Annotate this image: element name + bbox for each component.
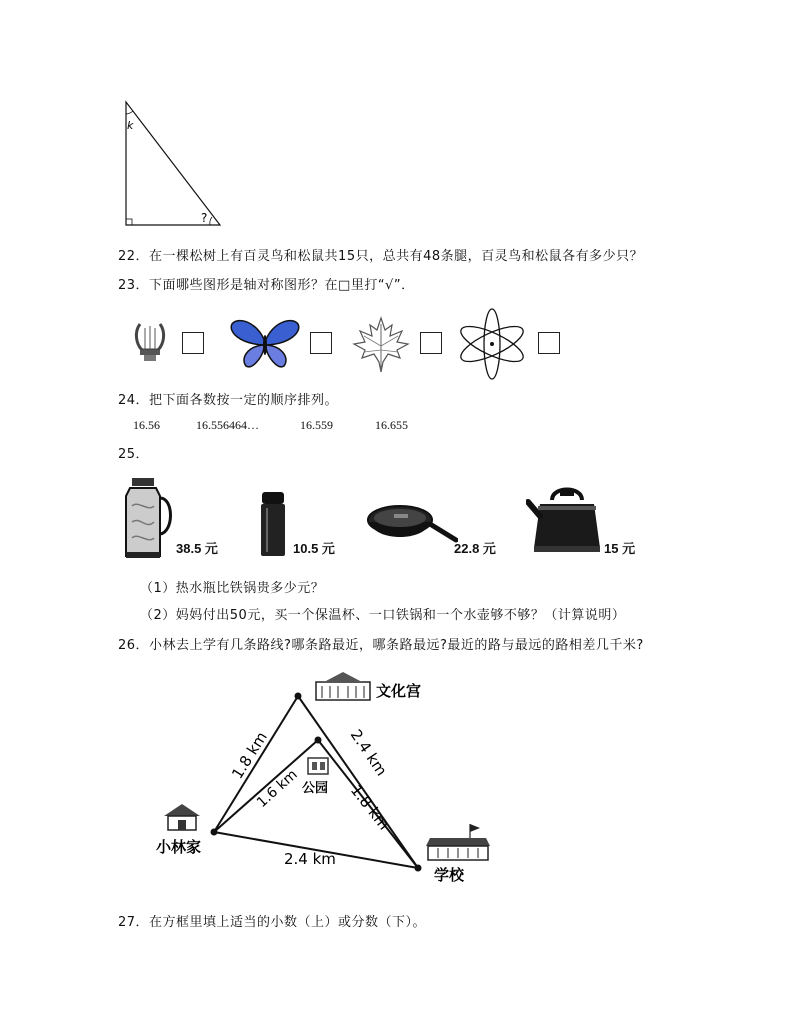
palace-building-icon xyxy=(316,672,370,700)
question-25-sub1: （1）热水瓶比铁锅贵多少元？ xyxy=(140,581,325,596)
number-1: 16.56 xyxy=(133,418,160,432)
cup-price: 10.5 元 xyxy=(293,541,335,556)
distance-park-school: 1.8 km xyxy=(346,781,393,834)
angle-unknown-label: ? xyxy=(201,211,208,225)
distance-home-palace: 1.8 km xyxy=(228,728,271,783)
angle-k-label: k xyxy=(127,119,134,132)
number-3: 16.559 xyxy=(300,418,333,432)
distance-home-park: 1.6 km xyxy=(253,766,301,811)
thermos-price: 38.5 元 xyxy=(176,541,218,556)
insulated-cup-icon xyxy=(258,490,288,558)
park-gate-icon xyxy=(308,758,328,774)
lyre-icon xyxy=(132,318,168,364)
question-24: 24．把下面各数按一定的顺序排列。 xyxy=(118,393,339,408)
checkbox-maple-leaf[interactable] xyxy=(420,332,442,354)
butterfly-icon xyxy=(230,318,300,370)
label-park: 公园 xyxy=(302,781,329,796)
question-27: 27．在方框里填上适当的小数（上）或分数（下）。 xyxy=(118,915,427,930)
question-23: 23．下面哪些图形是轴对称图形？在□里打“√”． xyxy=(118,278,415,293)
house-icon xyxy=(164,804,200,830)
right-triangle-figure xyxy=(118,96,228,231)
label-home: 小林家 xyxy=(156,838,202,856)
question-22: 22．在一棵松树上有百灵鸟和松鼠共15只，总共有48条腿，百灵鸟和松鼠各有多少只？ xyxy=(118,249,644,264)
kettle-icon xyxy=(526,482,606,554)
label-palace: 文化宫 xyxy=(376,682,422,700)
number-4: 16.655 xyxy=(375,418,408,432)
maple-leaf-icon xyxy=(352,316,410,372)
kettle-price: 15 元 xyxy=(604,541,636,556)
checkbox-lyre[interactable] xyxy=(182,332,204,354)
distance-palace-school: 2.4 km xyxy=(346,726,391,780)
checkbox-butterfly[interactable] xyxy=(310,332,332,354)
thermos-bottle-icon xyxy=(122,476,178,562)
school-building-icon xyxy=(426,824,490,860)
atom-icon xyxy=(456,306,528,382)
question-26: 26．小林去上学有几条路线?哪条路最近，哪条路最远?最近的路与最远的路相差几千米? xyxy=(118,638,644,653)
wok-price: 22.8 元 xyxy=(454,541,496,556)
question-25: 25． xyxy=(118,447,150,462)
distance-home-school: 2.4 km xyxy=(284,850,336,868)
question-25-sub2: （2）妈妈付出50元，买一个保温杯、一口铁锅和一个水壶够不够？（计算说明） xyxy=(140,608,626,623)
route-map xyxy=(150,668,500,890)
wok-icon xyxy=(366,498,458,550)
label-school: 学校 xyxy=(434,866,465,884)
checkbox-atom[interactable] xyxy=(538,332,560,354)
number-2: 16.556464… xyxy=(196,418,259,432)
